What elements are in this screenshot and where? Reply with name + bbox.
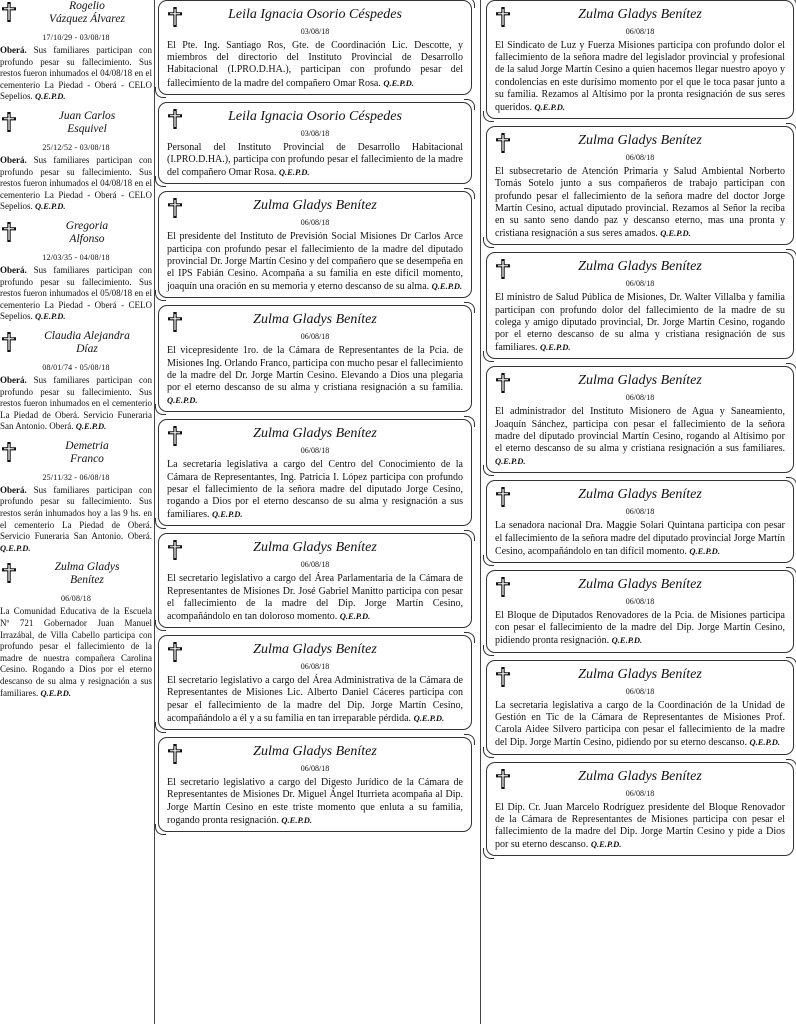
notice-date: 06/08/18 — [625, 279, 655, 289]
qepd-mark: Q.E.P.D. — [211, 509, 243, 520]
obituary-entry — [0, 330, 152, 433]
cross-icon — [167, 425, 183, 452]
obituary-text: La Comunidad Educativa de la Escuela Nº 721 Gobernador Juan Manuel Irrazábal, de Villa Cabello participa con profundo pesar el fallecimiento de la madre de nuestra compañera Carolina Cesino. Rogando a Dios por el eterno descanso de su alma y resignación a sus familiares. Q.E.P.D. — [0, 606, 152, 698]
life-dates: 12/03/35 - 04/08/18 — [42, 252, 110, 262]
deceased-name: Zulma Gladys Benítez — [578, 373, 702, 389]
qepd-mark: Q.E.P.D. — [339, 611, 371, 622]
notice-date: 06/08/18 — [300, 662, 330, 672]
notice-date: 06/08/18 — [625, 393, 655, 403]
notice-date: 06/08/18 — [300, 560, 330, 570]
obituary-header — [0, 220, 152, 250]
cross-icon — [495, 132, 511, 159]
qepd-mark: Q.E.P.D. — [431, 281, 463, 292]
qepd-mark: Q.E.P.D. — [281, 814, 312, 825]
deceased-name: Zulma Gladys Benítez — [578, 259, 702, 275]
qepd-mark: Q.E.P.D. — [590, 839, 622, 850]
column-divider-left — [154, 0, 155, 1024]
condolence-notice — [158, 533, 472, 628]
condolence-notice — [486, 660, 794, 755]
deceased-name: Juan Carlos Esquivel — [58, 109, 116, 135]
obituary-header — [0, 0, 152, 30]
notice-date: 06/08/18 — [625, 27, 655, 36]
deceased-name: Zulma Gladys Benítez — [578, 133, 702, 149]
deceased-name: Demetria Franco — [65, 439, 109, 465]
city-lead: Oberá. — [0, 374, 27, 385]
city-lead: Oberá. — [0, 264, 27, 275]
deceased-name: Claudia Alejandra Díaz — [44, 329, 130, 355]
notice-date: 06/08/18 — [300, 332, 330, 342]
obituary-header — [0, 440, 152, 470]
city-lead: Oberá. — [0, 484, 27, 495]
condolence-notice — [486, 0, 794, 119]
obituary-entry — [0, 561, 152, 699]
life-dates: 08/01/74 - 05/08/18 — [42, 362, 110, 372]
qepd-mark: Q.E.P.D. — [383, 77, 414, 88]
city-lead: Oberá. — [0, 45, 27, 55]
condolence-notice — [158, 419, 472, 526]
cross-icon — [167, 197, 183, 224]
notice-date: 06/08/18 — [625, 507, 655, 517]
obituary-header — [0, 110, 152, 140]
notice-date: 03/08/18 — [300, 128, 330, 138]
life-dates: 06/08/18 — [60, 594, 92, 604]
notice-date: 06/08/18 — [625, 686, 655, 696]
obituary-text: Oberá. Sus familiares participan con profundo pesar su fallecimiento. Sus restos fueron inhumados el 04/08/18 en el cementerio La Piedad - Oberá - CELO Sepelios. Q.E.P.D. — [0, 154, 153, 212]
qepd-mark: Q.E.P.D. — [413, 712, 445, 723]
cross-icon — [167, 743, 183, 770]
condolence-notice — [486, 480, 794, 563]
middle-notice-column — [158, 0, 472, 839]
qepd-mark: Q.E.P.D. — [749, 737, 781, 748]
notice-date: 06/08/18 — [625, 597, 655, 607]
condolence-notice — [158, 737, 472, 832]
life-dates: 17/10/29 - 03/08/18 — [42, 33, 110, 42]
qepd-mark: Q.E.P.D. — [35, 311, 66, 322]
notice-text: El secretario legislativo a cargo del Digesto Jurídico de la Cámara de Representantes de Misiones Dr. Miguel Ángel Iturrieta acompaña al Dip. Jorge Martín Cesino en este triste momento que enluta a su familia, rogando pronta resignación. Q.E.P.D. — [167, 777, 463, 826]
obituary-text: Oberá. Sus familiares participan con profundo pesar su fallecimiento. Sus restos fueron inhumados en el cementerio La Piedad de Oberá. Servicio Funeraria San Antonio. Oberá. Q.E.P.D. — [0, 374, 153, 432]
obituary-header — [0, 330, 152, 360]
deceased-name: Zulma Gladys Benítez — [578, 7, 702, 22]
condolence-notice — [158, 191, 472, 298]
qepd-mark: Q.E.P.D. — [539, 342, 571, 353]
notice-text: El presidente del Instituto de Previsión Social Misiones Dr Carlos Arce participa con profundo pesar el fallecimiento de la madre del diputado provincial Dr. Jorge Martín Cesino y del compañero que se desempeña en el IPS Fabián Cesino. Acompaña a su familia en este difícil momento, joaquín una oración en su memoria y eterno descanso de su alma. Q.E.P.D. — [167, 231, 463, 293]
column-divider-right — [480, 0, 481, 1024]
notice-date: 06/08/18 — [300, 446, 330, 456]
cross-icon — [495, 576, 511, 603]
cross-icon — [1, 441, 17, 468]
cross-icon — [167, 108, 183, 135]
cross-icon — [167, 6, 183, 33]
deceased-name: Zulma Gladys Benítez — [578, 487, 702, 503]
notice-date: 06/08/18 — [625, 788, 655, 798]
notice-text: El Bloque de Diputados Renovadores de la Pcia. de Misiones participa con pesar el fallecimiento de la madre del Dip. Jorge Martín Cesino, pidiendo pronta resignación. Q.E.P.D. — [495, 610, 785, 647]
qepd-mark: Q.E.P.D. — [75, 421, 107, 432]
qepd-mark: Q.E.P.D. — [689, 545, 720, 556]
deceased-name: Leila Ignacia Osorio Céspedes — [228, 108, 402, 124]
notice-date: 06/08/18 — [300, 764, 330, 774]
cross-icon — [1, 331, 17, 358]
cross-icon — [495, 486, 511, 513]
qepd-mark: Q.E.P.D. — [278, 167, 310, 178]
qepd-mark: Q.E.P.D. — [660, 228, 691, 239]
notice-text: El secretario legislativo a cargo del Área Parlamentaria de la Cámara de Representantes de Misiones Dr. José Gabriel Manitto participa con pesar el fallecimiento de la madre del Dip. Jorge Martín Cesino, acompañándolo en tan doloroso momento. Q.E.P.D. — [167, 573, 463, 623]
condolence-notice — [486, 126, 794, 245]
life-dates: 25/11/32 - 06/08/18 — [42, 472, 110, 482]
notice-text: La senadora nacional Dra. Maggie Solari Quintana participa con pesar el fallecimiento de la señora madre del diputado provincial Jorge Martín Cesino, acompañándolo en tan difícil momento. Q.E.P.D. — [495, 520, 785, 557]
condolence-notice — [158, 0, 472, 95]
cross-icon — [495, 258, 511, 285]
condolence-notice — [486, 252, 794, 359]
cross-icon — [167, 641, 183, 668]
condolence-notice — [158, 635, 472, 730]
notice-text: El Dip. Cr. Juan Marcelo Rodríguez presidente del Bloque Renovador de la Cámara de Representantes de Misiones participa con pesar el fallecimiento de la madre del Dip. Jorge Martín Cesino y pide a Dios por su eterno descanso. Q.E.P.D. — [495, 801, 785, 851]
cross-icon — [1, 562, 17, 589]
deceased-name: Zulma Gladys Benítez — [578, 666, 702, 682]
life-dates: 25/12/52 - 03/08/18 — [42, 142, 110, 152]
deceased-name: Zulma Gladys Benítez — [253, 642, 377, 658]
obituary-text: Oberá. Sus familiares participan con profundo pesar su fallecimiento. Sus restos fueron inhumados el 05/08/18 en el cementerio La Piedad - Oberá - CELO Sepelios. Q.E.P.D. — [0, 264, 153, 322]
obituary-entry — [0, 220, 152, 323]
qepd-mark: Q.E.P.D. — [35, 201, 66, 212]
qepd-mark: Q.E.P.D. — [35, 91, 66, 102]
city-lead: Oberá. — [0, 154, 27, 165]
cross-icon — [167, 311, 183, 338]
deceased-name: Zulma Gladys Benítez — [253, 312, 377, 328]
cross-icon — [495, 6, 511, 33]
right-notice-column — [486, 0, 794, 863]
notice-text: El Sindicato de Luz y Fuerza Misiones participa con profundo dolor el fallecimiento de la señora madre del legislador provincial y profesional de la salud Jorge Martín Cesino a quien hacemos llegar nuestro apoyo y condolencias en este durísimo momento por el que le toca pasar junto a su familia. Rezamos al Altísimo por la pronta resignación de sus seres queridos. Q.E.P.D. — [495, 40, 785, 114]
obituary-text: Oberá. Sus familiares participan con profundo pesar su fallecimiento. Sus restos serán inhumados hoy a las 9 hs. en el cementerio La Piedad de Oberá. Servicio Funeraria San Antonio. Oberá. Q.E.P.D. — [0, 484, 153, 553]
obituary-entry — [0, 0, 152, 103]
deceased-name: Zulma Gladys Benítez — [253, 744, 377, 760]
cross-icon — [1, 1, 17, 28]
notice-text: El administrador del Instituto Misionero de Agua y Saneamiento, Joaquín Sánchez, participa con pesar el fallecimiento de la señora madre del diputado provincial Martín Cesino, rogando al Altísimo por el eterno descanso de su alma y cristiana resignación a sus familiares. Q.E.P.D. — [495, 406, 785, 467]
deceased-name: Leila Ignacia Osorio Céspedes — [228, 7, 402, 22]
notice-text: El subsecretario de Atención Primaria y Salud Ambiental Norberto Tomás Sotelo junto a sus compañeros de trabajo participan con profundo pesar el fallecimiento de la señora madre del doctor Jorge Martín Cesino, actual diputado provincial. Rezamos al Señor la reciba en su santo seno dando paz y descanso eterno, mas una pronta y cristiana resignación a sus seres amados. Q.E.P.D. — [495, 166, 785, 240]
deceased-name: Zulma Gladys Benítez — [578, 768, 702, 784]
cross-icon — [495, 666, 511, 693]
cross-icon — [495, 768, 511, 795]
notice-date: 06/08/18 — [625, 153, 655, 163]
deceased-name: Zulma Gladys Benítez — [253, 426, 377, 442]
left-obituary-column — [0, 0, 152, 706]
cross-icon — [167, 539, 183, 566]
qepd-mark: Q.E.P.D. — [534, 102, 565, 113]
notice-text: El Pte. Ing. Santiago Ros, Gte. de Coordinación Lic. Descotte, y miembros del directorio del Instituto Provincial de Desarrollo Habitacional (I.PRO.D.HA.), participan con profundo pesar del fallecimiento de la madre del compañero Omar Rosa. Q.E.P.D. — [167, 40, 463, 89]
cross-icon — [495, 372, 511, 399]
deceased-name: Zulma Gladys Benítez — [253, 198, 377, 214]
notice-text: El vicepresidente 1ro. de la Cámara de Representantes de la Pcia. de Misiones Ing. Orlando Franco, participa con mucho pesar el fallecimiento de la madre del Dr. Jorge Martín Cesino. Elevando a Dios una plegaria por el eterno descanso de su alma y cristiana resignación a su familia. Q.E.P.D. — [167, 345, 463, 406]
qepd-mark: Q.E.P.D. — [495, 456, 526, 467]
condolence-notice — [158, 305, 472, 412]
obituary-entry — [0, 440, 152, 555]
qepd-mark: Q.E.P.D. — [0, 542, 31, 553]
cross-icon — [1, 221, 17, 248]
condolence-notice — [158, 102, 472, 185]
deceased-name: Rogelio Vázquez Álvarez — [49, 0, 125, 25]
notice-text: La secretaria legislativa a cargo del Centro del Conocimiento de la Cámara de Representantes, Ing. Patricia I. López participa con profundo pesar el fallecimiento de la señora madre del diputado Jorge Cesino, rogando a Dios por el eterno descanso de su alma y resignación a sus familiares. Q.E.P.D. — [167, 459, 463, 521]
qepd-mark: Q.E.P.D. — [611, 635, 643, 646]
obituary-header — [0, 561, 152, 591]
deceased-name: Gregoria Alfonso — [65, 219, 109, 245]
qepd-mark: Q.E.P.D. — [40, 687, 72, 698]
deceased-name: Zulma Gladys Benítez — [578, 577, 702, 593]
notice-text: La secretaria legislativa a cargo de la Coordinación de la Unidad de Gestión en Tic de la Cámara de Representantes de Misiones Prof. Carola Aidee Silvero participa con pesar el fallecimiento de la madre del Dip. Jorge Martín Cesino, pidiendo por su eterno descanso. Q.E.P.D. — [495, 699, 785, 749]
notice-text: El secretario legislativo a cargo del Área Administrativa de la Cámara de Representantes de Misiones Lic. Alberto Daniel Cáceres participa con pesar el fallecimiento de la madre del Dip. Jorge Martín Cesino, acompañándolo a él y a su familia en tan irreparable pérdida. Q.E.P.D. — [167, 675, 463, 724]
obituary-text: Oberá. Sus familiares participan con profundo pesar su fallecimiento. Sus restos fueron inhumados el 04/08/18 en el cementerio La Piedad - Oberá - CELO Sepelios. Q.E.P.D. — [0, 45, 153, 102]
notice-text: El ministro de Salud Pública de Misiones, Dr. Walter Villalba y familia participan con profundo dolor del fallecimiento de la madre de su colega y amigo diputado provincial, Dr. Jorge Martín Cesino, rogando por el eterno descanso de su alma y cristiana resignación de sus familiares. Q.E.P.D. — [495, 292, 785, 354]
cross-icon — [1, 111, 17, 138]
qepd-mark: Q.E.P.D. — [167, 395, 198, 406]
notice-date: 03/08/18 — [300, 27, 330, 36]
obituary-entry — [0, 110, 152, 213]
condolence-notice — [486, 570, 794, 653]
notice-text: Personal del Instituto Provincial de Desarrollo Habitacional (I.PRO.D.HA.), participa con profundo pesar el fallecimiento de la madre del compañero Omar Rosa. Q.E.P.D. — [167, 141, 463, 179]
notice-date: 06/08/18 — [300, 218, 330, 228]
condolence-notice — [486, 366, 794, 473]
deceased-name: Zulma Gladys Benítez — [253, 540, 377, 556]
deceased-name: Zulma Gladys Benítez — [54, 561, 120, 587]
condolence-notice — [486, 762, 794, 857]
